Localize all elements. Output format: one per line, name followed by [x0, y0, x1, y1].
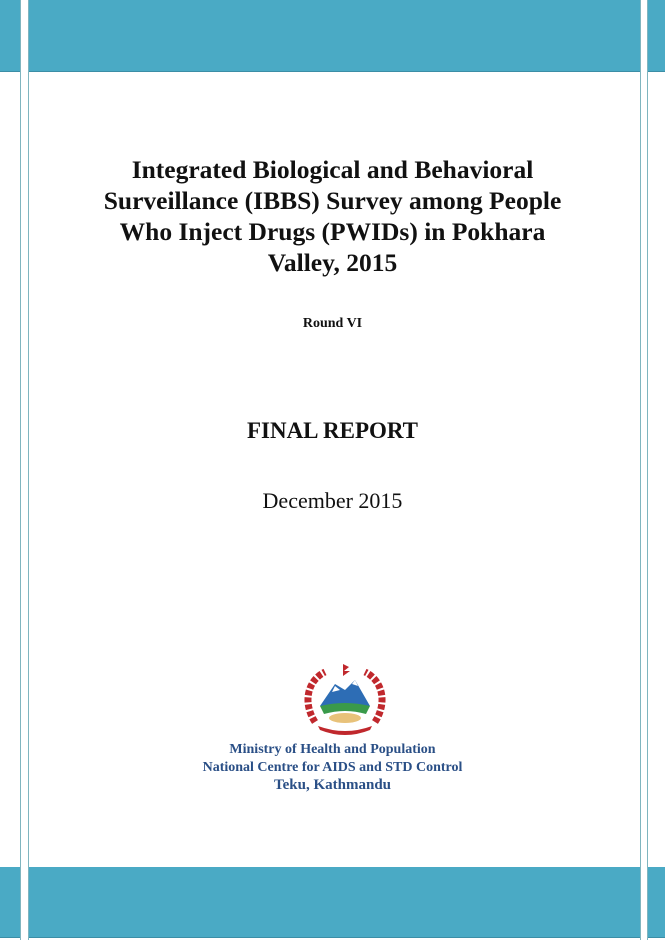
title-line: Integrated Biological and Behavioral: [131, 155, 534, 184]
top-band-right: [648, 0, 665, 72]
title-line: Valley, 2015: [267, 248, 398, 277]
location: Teku, Kathmandu: [274, 777, 391, 793]
bottom-band: [28, 867, 640, 938]
nepal-emblem-icon: [300, 662, 390, 738]
title-line: Who Inject Drugs (PWIDs) in Pokhara: [119, 217, 546, 246]
title-line: Surveillance (IBBS) Survey among People: [103, 186, 562, 215]
bottom-band-left: [0, 867, 20, 938]
round-label: Round VI: [302, 316, 363, 331]
border-line: [640, 0, 641, 940]
border-line: [28, 0, 29, 940]
bottom-band-right: [648, 867, 665, 938]
border-line: [647, 0, 648, 940]
border-line: [20, 0, 21, 940]
centre-name: National Centre for AIDS and STD Control: [202, 760, 463, 775]
report-type: FINAL REPORT: [246, 418, 419, 443]
report-date: December 2015: [262, 488, 403, 513]
report-title: [60, 154, 605, 278]
top-band: [28, 0, 640, 72]
top-band-left: [0, 0, 20, 72]
ministry-name: Ministry of Health and Population: [229, 742, 436, 757]
